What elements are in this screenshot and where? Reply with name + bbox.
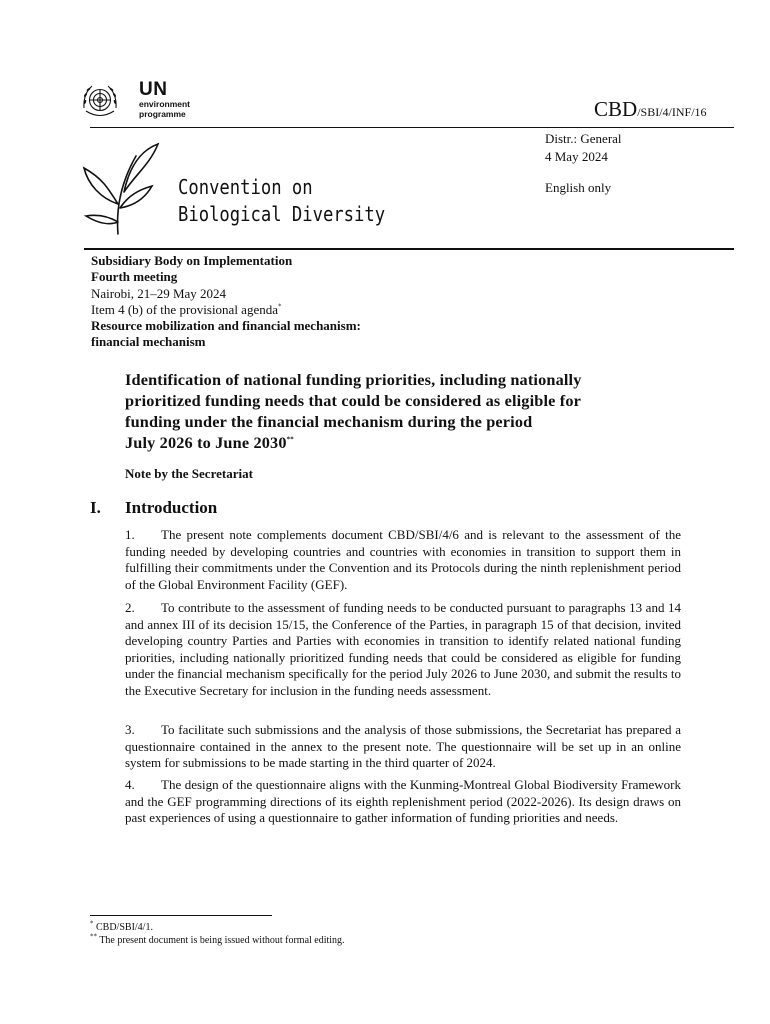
title-line4-wrap [125, 432, 655, 453]
un-line1: environment [139, 99, 191, 109]
footnote-mark: * [90, 919, 94, 928]
cbd-plant-logo-icon [80, 138, 160, 238]
language-note: English only [545, 180, 612, 195]
unep-logo-text [139, 80, 190, 119]
paragraph-2 [125, 600, 681, 700]
title-line1: Identification of national funding priorities, including nationally [125, 370, 582, 389]
footnote-text: CBD/SBI/4/1. [96, 922, 153, 933]
un-line2: programme [139, 109, 186, 119]
header-rule-bottom [84, 248, 734, 250]
symbol-rest: /SBI/4/INF/16 [637, 105, 707, 119]
symbol-main: CBD [594, 97, 638, 121]
footnote-2 [90, 932, 345, 947]
paragraph-text: To facilitate such submissions and the analysis of those submissions, the Secretariat has prepared a questionnaire contained in the annex to the present note. The questionnaire will be set up in an online system for submissions to be made starting in the third quarter of 2024. [125, 722, 681, 771]
place-dates: Nairobi, 21–29 May 2024 [91, 285, 227, 301]
note-by-secretariat: Note by the Secretariat [125, 466, 253, 481]
footnote-1 [90, 919, 153, 934]
topic-line1: Resource mobilization and financial mechanism: [91, 318, 361, 334]
section-heading: Introduction [125, 498, 218, 517]
paragraph-1 [125, 527, 681, 593]
topic-line2: financial mechanism [91, 334, 206, 350]
paragraph-text: The present note complements document CBD/SBI/4/6 and is relevant to the assessment of the funding needed by developing countries and countries with economies in transition to support them in fulfilling their commitments under the Convention and its Protocols during the ninth replenishment period of the Global Environment Facility (GEF). [125, 527, 681, 592]
paragraph-text: To contribute to the assessment of funding needs to be conducted pursuant to paragraphs 13 and 14 and annex III of its decision 15/15, the Conference of the Parties, in paragraph 15 of that decision, invited developing country Parties and Parties with economies in transition to identify related national funding priorities, including nationally prioritized funding needs that could be considered as eligible for funding under the financial mechanism specifically for the period July 2026 to June 2030, and submit the results to the Executive Secretary for inclusion in the funding needs assessment. [125, 600, 681, 698]
convention-line1: Convention on [178, 175, 313, 199]
paragraph-number: 3. [125, 722, 135, 737]
distribution-block [545, 130, 622, 166]
agenda-footnote-mark: * [278, 302, 282, 311]
session-name: Fourth meeting [91, 269, 178, 285]
document-title [125, 369, 655, 453]
section-number: I. [90, 498, 101, 517]
distribution: Distr.: General [545, 131, 622, 146]
document-symbol [594, 97, 707, 122]
body-name: Subsidiary Body on Implementation [91, 253, 293, 268]
convention-name [178, 174, 385, 228]
agenda-item: Item 4 (b) of the provisional agenda [91, 301, 278, 317]
agenda-item-line [91, 302, 361, 318]
issue-date: 4 May 2024 [545, 149, 608, 164]
paragraph-number: 4. [125, 777, 135, 792]
paragraph-3 [125, 722, 681, 772]
title-line3: funding under the financial mechanism during the period [125, 412, 533, 431]
convention-line2: Biological Diversity [178, 202, 386, 226]
paragraph-4 [125, 777, 681, 827]
header-rule-top [90, 127, 734, 128]
meeting-info [91, 253, 361, 351]
title-line2: prioritized funding needs that could be considered as eligible for [125, 391, 581, 410]
paragraph-number: 2. [125, 600, 135, 615]
footnote-mark: ** [90, 932, 97, 941]
un-emblem-icon [80, 80, 120, 120]
footnote-rule [90, 915, 272, 916]
un-short: UN [139, 79, 168, 100]
paragraph-number: 1. [125, 527, 135, 542]
title-line4: July 2026 to June 2030 [125, 433, 287, 452]
footnote-text: The present document is being issued without formal editing. [99, 935, 345, 946]
title-footnote-mark: ** [286, 435, 294, 444]
paragraph-text: The design of the questionnaire aligns with the Kunming-Montreal Global Biodiversity Framework and the GEF programming directions of its eighth replenishment period (2022-2026). Its design draws on past experiences of using a questionnaire to gather information of funding priorities and needs. [125, 777, 681, 826]
